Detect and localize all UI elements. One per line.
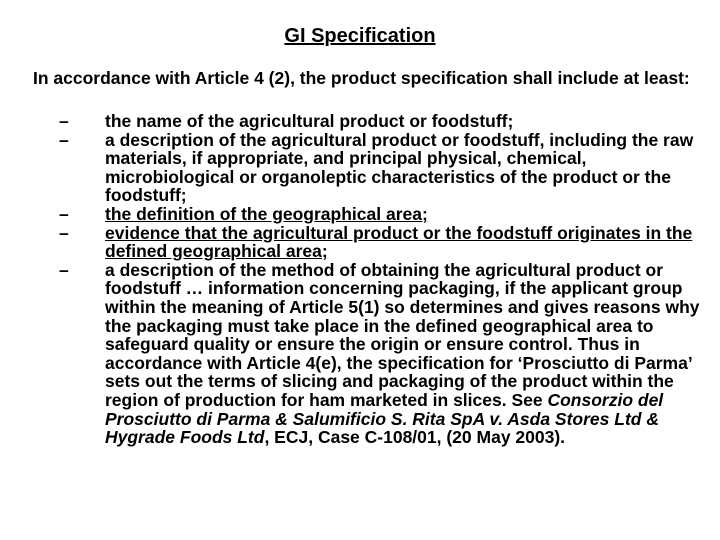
intro-paragraph: In accordance with Article 4 (2), the product specification shall include at least: [33, 68, 690, 88]
list-item-text: the name of the agricultural product or foodstuff; [105, 111, 514, 131]
list-item-text: evidence that the agricultural product or the foodstuff originates in the defined geographical area; [105, 222, 693, 262]
specification-list [0, 112, 720, 447]
list-item [0, 224, 720, 261]
list-item-text: a description of the method of obtaining the agricultural product or foodstuff … information concerning packaging, if the applicant group within the meaning of Article 5(1) so determines and gives reasons why the packaging must take place in the defined geographical area to safeguard quality or ensure the origin or ensure control. Thus in accordance with Article 4(e), the specification for ‘Prosciutto di Parma’ sets out the terms of slicing and packaging of the product within the region of production for ham marketed in slices. See [105, 259, 700, 410]
bullet-dash: – [59, 129, 69, 150]
slide-title-text: GI Specification [284, 25, 436, 47]
slide-title [0, 24, 720, 48]
case-name: Consorzio del Prosciutto di Parma & Salumificio S. Rita SpA v. Asda Stores Ltd & Hygrade Foods Ltd [105, 389, 664, 448]
case-citation: , ECJ, Case C-108/01, (20 May 2003). [264, 427, 566, 448]
list-item [0, 261, 720, 447]
list-item [0, 131, 720, 205]
bullet-dash: – [59, 111, 69, 131]
list-item-text: the definition of the geographical area; [105, 203, 428, 224]
list-item [0, 112, 720, 131]
bullet-dash: – [59, 259, 69, 280]
list-item-text: a description of the agricultural product or foodstuff, including the raw materials, if appropriate, and principal physical, chemical, microbiological or organoleptic characteristics of the product or the foodstuff; [105, 129, 694, 206]
list-item [0, 205, 720, 224]
bullet-dash: – [59, 222, 69, 243]
bullet-dash: – [59, 203, 69, 224]
